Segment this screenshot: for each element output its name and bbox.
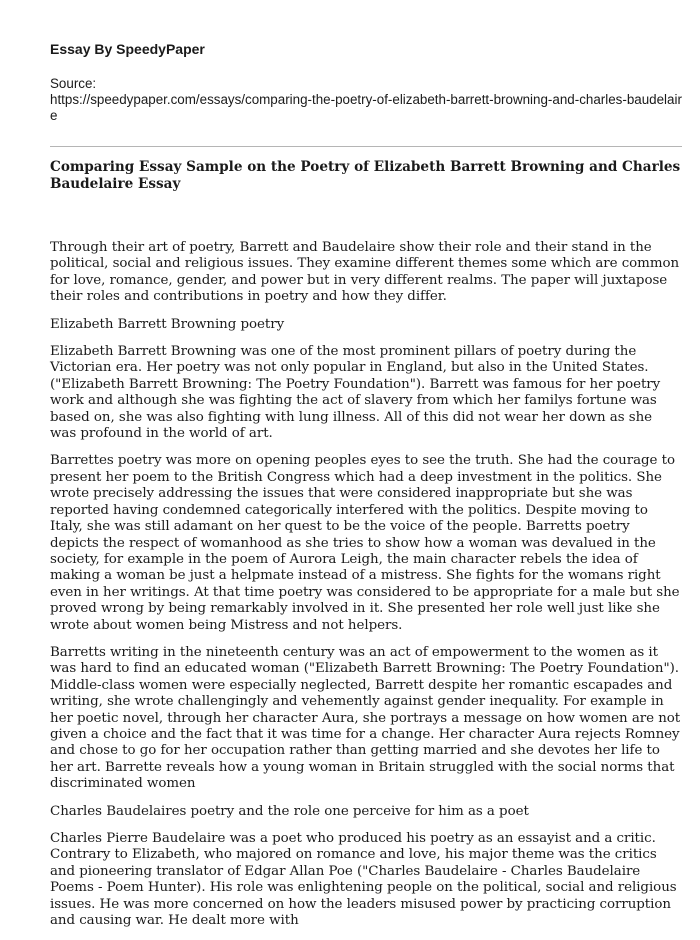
document-header-title: Essay By SpeedyPaper [50, 41, 205, 57]
source-url-link[interactable]: https://speedypaper.com/essays/comparing-the-poetry-of-elizabeth-barrett-browning-and-charles-baudelaire [50, 92, 682, 123]
paragraph-browning-3: Barretts writing in the nineteenth century was an act of empowerment to the women as it was hard to find an educated woman ("Elizabeth Barrett Browning: The Poetry Foundation"). Middle-class women were especially neglected, Barrett despite her romantic escapades and writing, she wrote challengingly and vehemently against gender inequality. For example in her poetic novel, through her character Aura, she portrays a message on how women are not given a choice and the fact that it was time for a change. Her character Aura rejects Romney and chose to go for her occupation rather than getting married and she devotes her life to her art. Barrette reveals how a young woman in Britain struggled with the social norms that discriminated women [50, 644, 681, 792]
header-divider [50, 146, 682, 147]
source-label: Source: [50, 76, 97, 91]
paragraph-browning-1: Elizabeth Barrett Browning was one of the most prominent pillars of poetry during the Victorian era. Her poetry was not only popular in England, but also in the United States. ("Elizabeth Barrett Browning: The Poetry Foundation"). Barrett was famous for her poetry work and although she was fighting the act of slavery from which her familys fortune was based on, she was also fighting with lung illness. All of this did not wear her down as she was profound in the world of art. [50, 344, 661, 442]
essay-body [50, 240, 682, 929]
section-heading-browning: Elizabeth Barrett Browning poetry [50, 316, 285, 332]
document-page [50, 40, 682, 940]
section-heading-baudelaire: Charles Baudelaires poetry and the role one perceive for him as a poet [50, 803, 529, 819]
essay-title: Comparing Essay Sample on the Poetry of Elizabeth Barrett Browning and Charles Baudelaire Essay [50, 159, 681, 192]
paragraph-baudelaire-1: Charles Pierre Baudelaire was a poet who produced his poetry as an essayist and a critic. Contrary to Elizabeth, who majored on romance and love, his major theme was the critics and pioneering translator of Edgar Allan Poe ("Charles Baudelaire - Charles Baudelaire Poems - Poem Hunter). His role was enlightening people on the political, social and religious issues. He was more concerned on how the leaders misused power by practicing corruption and causing war. He dealt more with [50, 831, 677, 929]
paragraph-browning-2: Barrettes poetry was more on opening peoples eyes to see the truth. She had the courage to present her poem to the British Congress which had a deep investment in the politics. She wrote precisely addressing the issues that were considered inappropriate but she was reported having condemned categorically interfered with the politics. Despite moving to Italy, she was still adamant on her quest to be the voice of the people. Barretts poetry depicts the respect of womanhood as she tries to show how a woman was devalued in the society, for example in the poem of Aurora Leigh, the main character rebels the idea of making a woman be just a helpmate instead of a mistress. She fights for the womans right even in her writings. At that time poetry was considered to be appropriate for a male but she proved wrong by being remarkably involved in it. She presented her role well just like she wrote about women being Mistress and not helpers. [50, 453, 680, 633]
paragraph-intro: Through their art of poetry, Barrett and Baudelaire show their role and their stand in the political, social and religious issues. They examine different themes some which are common for love, romance, gender, and power but in very different realms. The paper will juxtapose their roles and contributions in poetry and how they differ. [50, 240, 680, 305]
